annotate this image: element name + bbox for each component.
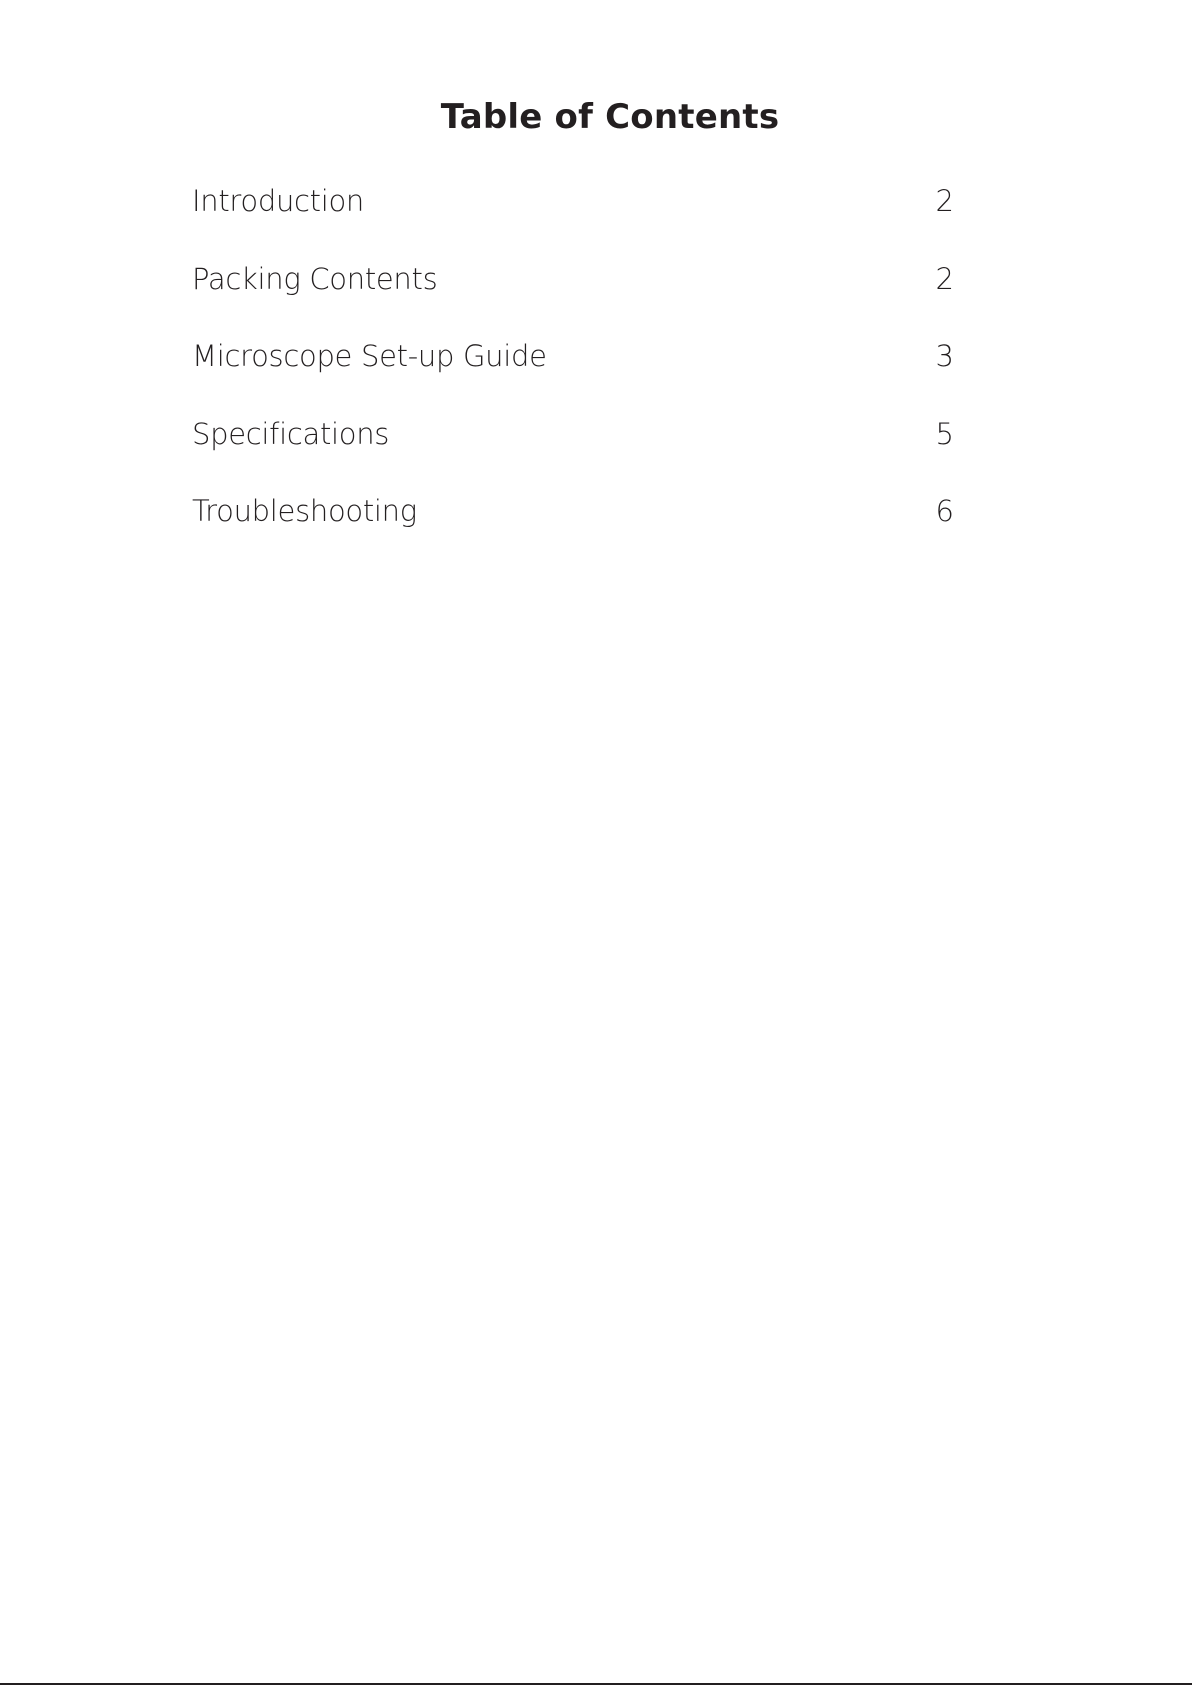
toc-entry-microscope-setup-guide[interactable] [192, 331, 954, 409]
toc-entry-label: Troubleshooting [192, 494, 417, 528]
toc-entry-label: Introduction [192, 184, 365, 218]
toc-entry-page-number: 6 [935, 494, 954, 528]
toc-entry-page-number: 2 [935, 261, 954, 296]
table-of-contents [192, 176, 954, 564]
toc-entry-packing-contents[interactable] [192, 254, 954, 332]
toc-entry-label: Specifications [192, 416, 390, 451]
toc-entry-page-number: 2 [935, 184, 954, 218]
toc-entry-introduction[interactable] [192, 176, 954, 254]
toc-entry-label: Microscope Set-up Guide [192, 339, 547, 373]
page-title: Table of Contents [440, 97, 780, 137]
toc-entry-label: Packing Contents [192, 261, 438, 296]
toc-entry-specifications[interactable] [192, 409, 954, 487]
toc-entry-page-number: 3 [935, 339, 954, 373]
toc-entry-troubleshooting[interactable] [192, 486, 954, 564]
toc-entry-page-number: 5 [935, 416, 954, 451]
